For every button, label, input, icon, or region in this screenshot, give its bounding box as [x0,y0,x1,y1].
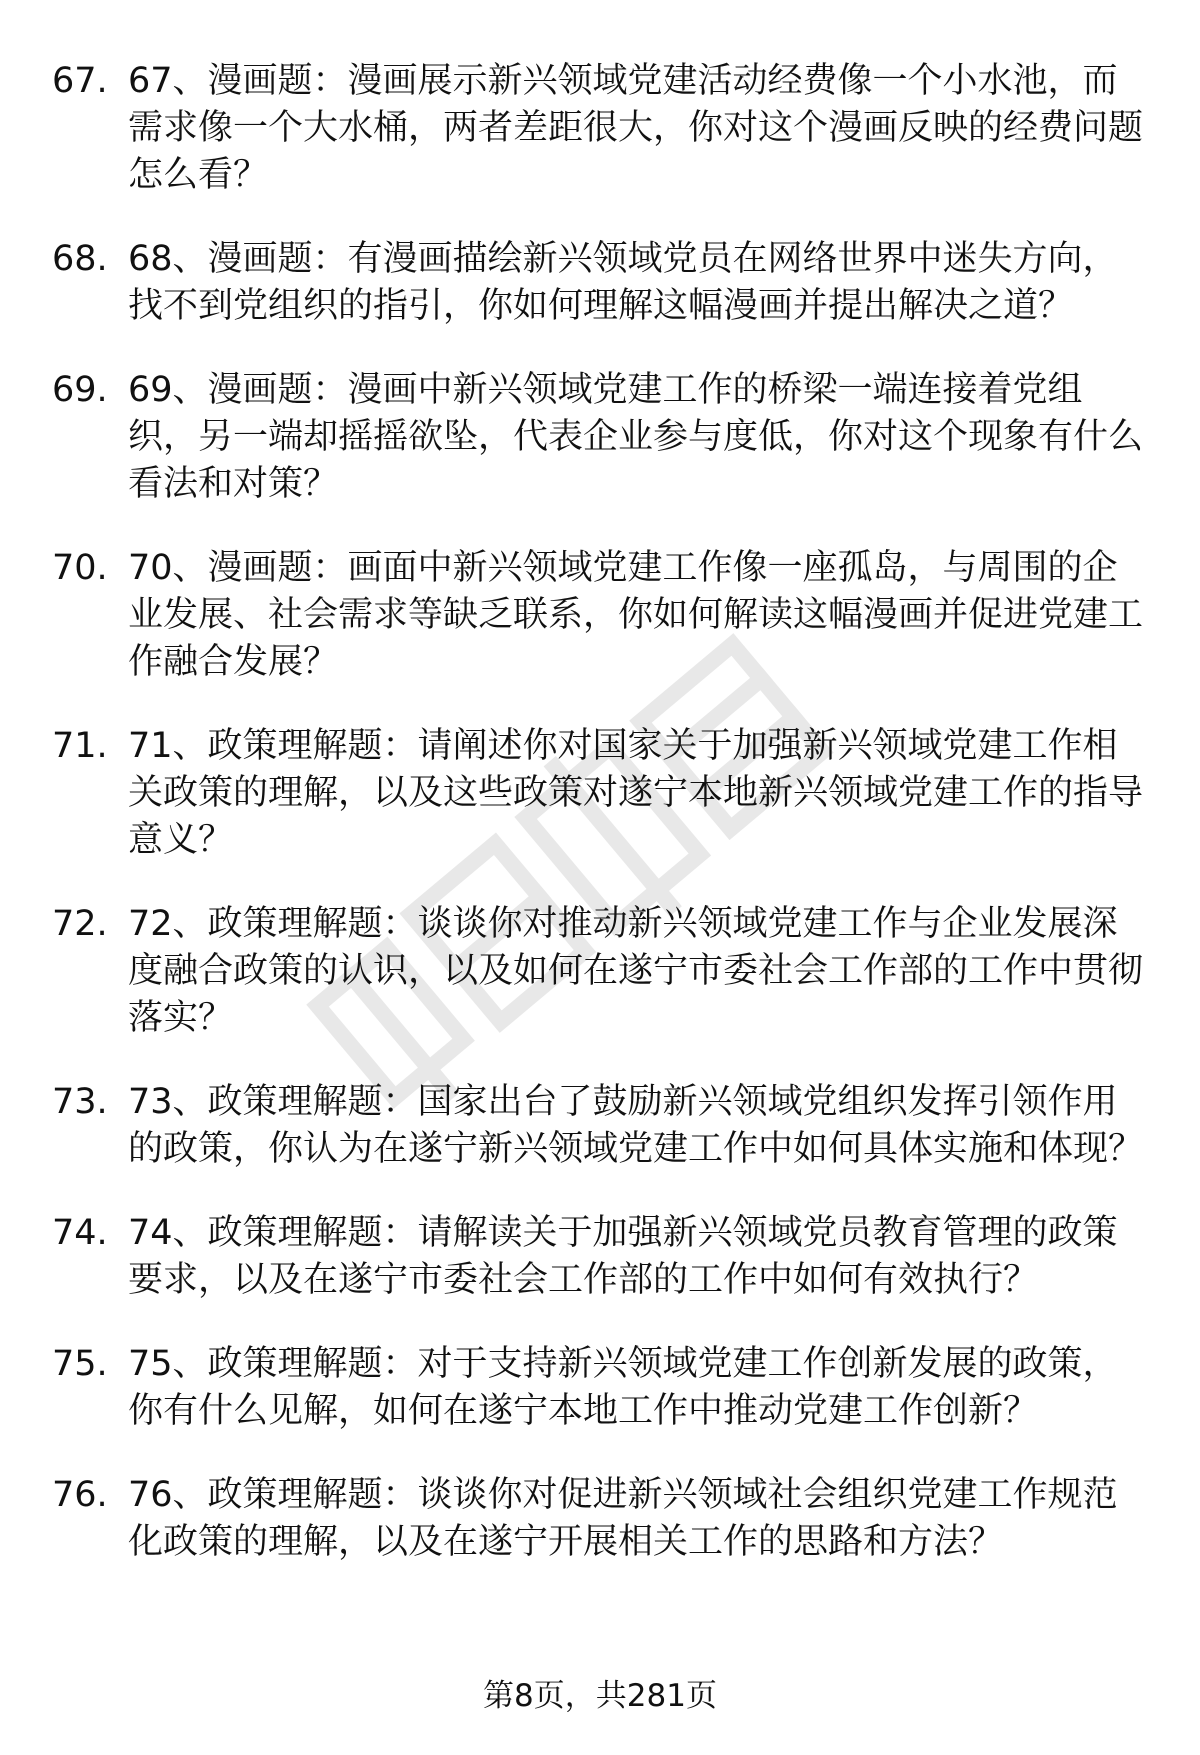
question-text: 76、政策理解题：谈谈你对促进新兴领域社会组织党建工作规范化政策的理解，以及在遂宁开展相关工作的思路和方法？ [128,1475,1118,1562]
list-item [0,1210,1200,1304]
question-text: 69、漫画题：漫画中新兴领域党建工作的桥梁一端连接着党组织，另一端却摇摇欲坠，代表企业参与度低，你对这个现象有什么看法和对策？ [128,370,1144,504]
item-number: 71. [52,726,108,766]
item-number: 73. [52,1082,108,1122]
question-text: 67、漫画题：漫画展示新兴领域党建活动经费像一个小水池，而需求像一个大水桶，两者差距很大，你对这个漫画反映的经费问题怎么看？ [128,61,1144,195]
question-list [0,58,1200,1603]
list-item [0,1472,1200,1566]
item-number: 76. [52,1475,108,1515]
list-item [0,367,1200,508]
page-indicator: 第8页，共281页 [483,1678,717,1714]
list-item [0,1341,1200,1435]
item-number: 75. [52,1344,108,1384]
item-number: 67. [52,61,108,101]
item-number: 68. [52,239,108,279]
question-text: 74、政策理解题：请解读关于加强新兴领域党员教育管理的政策要求，以及在遂宁市委社会工作部的工作中如何有效执行？ [128,1213,1118,1300]
item-number: 69. [52,370,108,410]
list-item [0,723,1200,864]
question-text: 70、漫画题：画面中新兴领域党建工作像一座孤岛，与周围的企业发展、社会需求等缺乏联系，你如何解读这幅漫画并促进党建工作融合发展？ [128,548,1144,682]
question-text: 72、政策理解题：谈谈你对推动新兴领域党建工作与企业发展深度融合政策的认识，以及如何在遂宁市委社会工作部的工作中贯彻落实？ [128,904,1144,1038]
question-text: 75、政策理解题：对于支持新兴领域党建工作创新发展的政策，你有什么见解，如何在遂宁本地工作中推动党建工作创新？ [128,1344,1118,1431]
list-item [0,58,1200,199]
page-footer [0,1676,1200,1716]
question-text: 73、政策理解题：国家出台了鼓励新兴领域党组织发挥引领作用的政策，你认为在遂宁新兴领域党建工作中如何具体实施和体现？ [128,1082,1144,1169]
list-item [0,901,1200,1042]
question-text: 68、漫画题：有漫画描绘新兴领域党员在网络世界中迷失方向，找不到党组织的指引，你如何理解这幅漫画并提出解决之道？ [128,239,1118,326]
list-item [0,1079,1200,1173]
question-text: 71、政策理解题：请阐述你对国家关于加强新兴领域党建工作相关政策的理解，以及这些政策对遂宁本地新兴领域党建工作的指导意义？ [128,726,1144,860]
list-item [0,545,1200,686]
list-item [0,236,1200,330]
item-number: 74. [52,1213,108,1253]
item-number: 72. [52,904,108,944]
item-number: 70. [52,548,108,588]
